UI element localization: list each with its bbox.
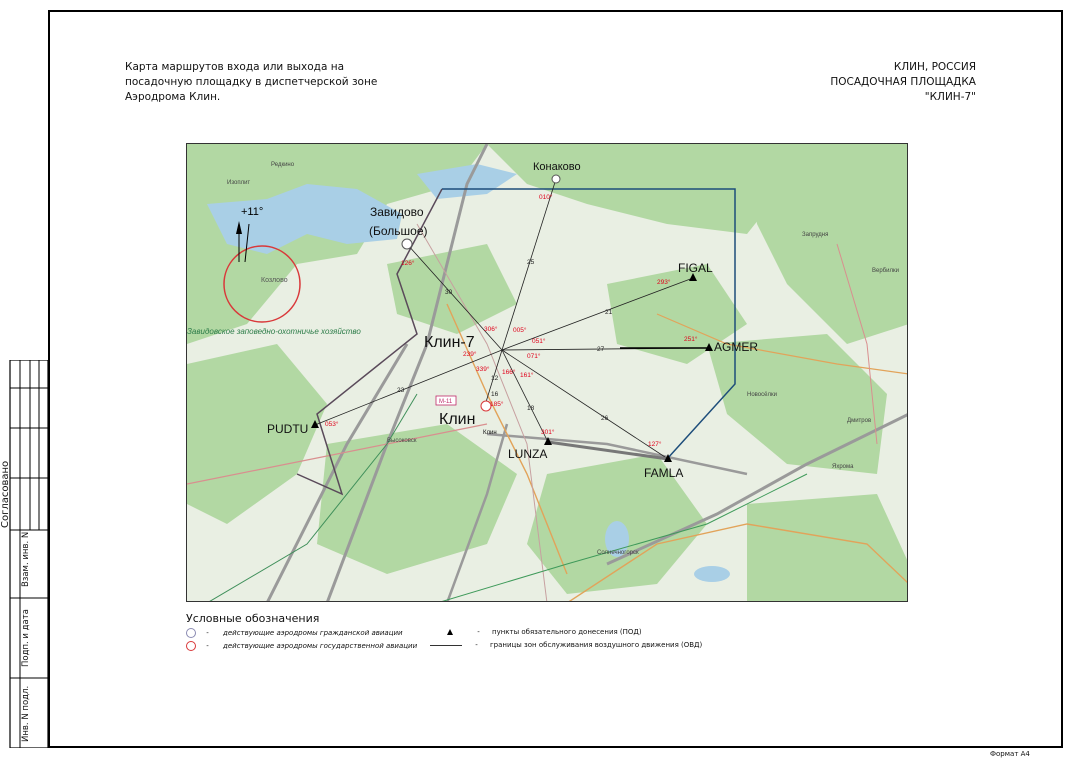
bearing-053: 053°: [325, 421, 339, 428]
dist-21: 21: [605, 309, 613, 316]
dmitrov-label: Дмитров: [847, 418, 872, 424]
legend-dash: -: [475, 641, 478, 649]
instead-inv-label: Взам. инв. N: [21, 531, 31, 587]
bearing-127: 127°: [648, 441, 662, 448]
bearing-306: 306°: [484, 326, 498, 333]
bearing-071: 071°: [527, 353, 541, 360]
location-line-3: "КЛИН-7": [924, 91, 976, 103]
dist-30: 30: [445, 289, 453, 296]
bearing-005: 005°: [513, 327, 527, 334]
map-canvas: [187, 144, 908, 602]
title-block-side: [0, 360, 48, 748]
bearing-185: 185°: [490, 401, 504, 408]
pudtu-label: PUDTU: [267, 422, 309, 436]
dist-12: 12: [491, 375, 499, 382]
route-map[interactable]: [186, 143, 908, 602]
agmer-label: AGMER: [714, 340, 759, 354]
bearing-166: 166°: [502, 369, 516, 376]
klin-small-label: Клин: [483, 430, 497, 436]
civil-airfield-icon: [186, 628, 196, 638]
dist-18: 18: [527, 405, 535, 412]
location-block: [830, 60, 976, 105]
legend-civil-row: [186, 628, 403, 638]
klin-label: Клин: [439, 411, 476, 428]
legend-reporting-text: пункты обязательного донесения (ПОД): [492, 628, 642, 636]
zaprudnya-label: Запрудня: [802, 232, 829, 238]
agreed-label: Согласовано: [0, 460, 11, 528]
famla-label: FAMLA: [644, 466, 684, 480]
legend-title: Условные обозначения: [186, 612, 320, 625]
bearing-293: 293°: [657, 279, 671, 286]
kozlovo-label: Козлово: [261, 277, 288, 284]
bearing-239: 239°: [463, 351, 477, 358]
legend-state-text: действующие аэродромы государственной авиации: [223, 642, 418, 650]
vysokovsk-label: Высоковск: [387, 438, 417, 444]
map-title: [125, 60, 377, 105]
dist-16: 16: [491, 391, 499, 398]
legend-civil-text: действующие аэродромы гражданской авиации: [223, 629, 403, 637]
redkino-label: Редкино: [271, 162, 295, 168]
bearing-126: 126°: [401, 260, 415, 267]
bearing-010: 010°: [539, 194, 553, 201]
dist-25: 25: [527, 259, 535, 266]
novoselki-label: Новосёлки: [747, 392, 777, 398]
reserve-label: Завидовское заповедно-охотничье хозяйство: [187, 327, 361, 336]
konakovo-label: Конаково: [533, 161, 581, 173]
legend-dash: -: [477, 628, 480, 636]
zavidovo-sub-label: (Большое): [369, 224, 428, 238]
dist-26: 26: [601, 415, 609, 422]
legend-boundary-row: [430, 641, 702, 649]
format-label: Формат А4: [990, 750, 1030, 758]
inv-orig-label: Инв. N подл.: [21, 685, 31, 742]
state-airfield-icon: [186, 641, 196, 651]
lunza-label: LUNZA: [508, 447, 548, 461]
konakovo-airfield-icon[interactable]: [552, 175, 560, 183]
bearing-161: 161°: [520, 372, 534, 379]
figal-label: FIGAL: [678, 261, 713, 275]
legend-reporting-row: [447, 628, 642, 636]
legend-boundary-text: границы зон обслуживания воздушного движения (ОВД): [490, 641, 703, 649]
zavidovo-label: Завидово: [370, 205, 424, 219]
reporting-point-icon: [447, 629, 453, 635]
dist-27: 27: [597, 346, 605, 353]
title-line-2: посадочную площадку в диспетчерской зоне: [125, 76, 378, 88]
dist-23: 23: [397, 387, 405, 394]
izoplit-label: Изоплит: [227, 180, 251, 186]
bearing-339: 339°: [476, 366, 490, 373]
legend: [186, 612, 319, 625]
bearing-301: 301°: [541, 429, 555, 436]
magnetic-variation-label: +11°: [241, 206, 264, 218]
yakhroma-label: Яхрома: [832, 464, 854, 470]
klin7-label: Клин-7: [424, 334, 475, 351]
solnechnogorsk-label: Солнечногорск: [597, 550, 639, 556]
legend-dash: -: [206, 629, 209, 637]
legend-dash: -: [206, 642, 209, 650]
bearing-251: 251°: [684, 336, 698, 343]
verbilki-label: Вербилки: [872, 268, 899, 274]
title-line-1: Карта маршрутов входа или выхода на: [125, 61, 345, 73]
location-line-2: ПОСАДОЧНАЯ ПЛОЩАДКА: [830, 76, 976, 88]
location-line-1: КЛИН, РОССИЯ: [893, 61, 976, 73]
bearing-051: 051°: [532, 338, 546, 345]
sign-date-label: Подп. и дата: [21, 609, 31, 667]
m11-label: М-11: [439, 399, 453, 405]
boundary-line-icon: [430, 645, 462, 646]
title-line-3: Аэродрома Клин.: [125, 91, 221, 103]
zavidovo-airfield-icon[interactable]: [402, 239, 412, 249]
legend-state-row: [186, 641, 417, 651]
